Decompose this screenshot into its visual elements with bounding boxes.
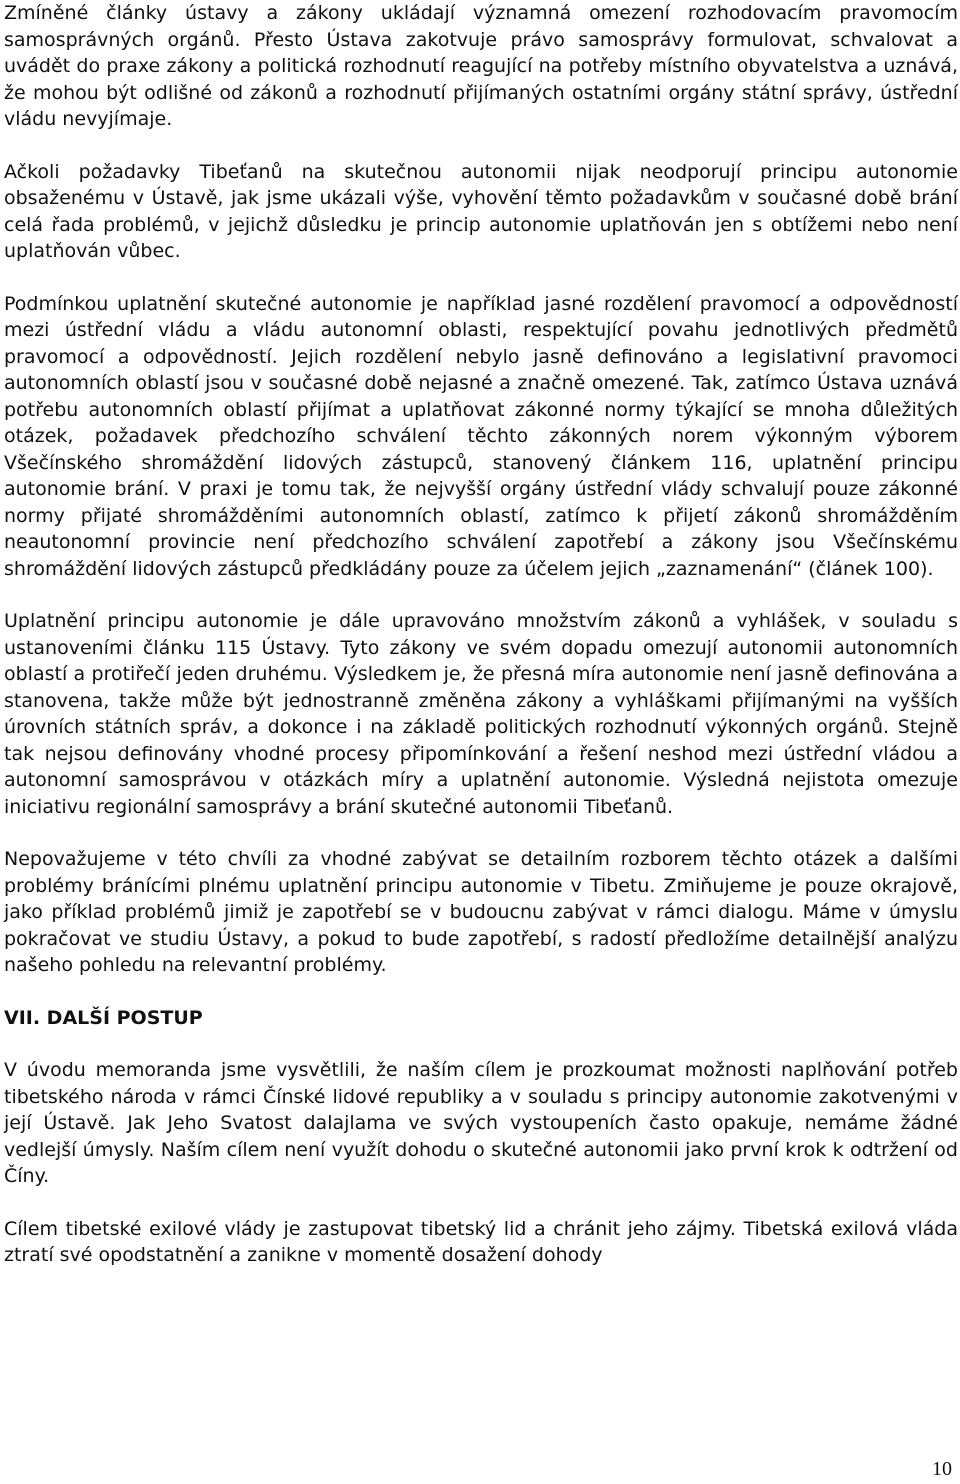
paragraph-further-analysis: Nepovažujeme v této chvíli za vhodné zabývat se detailním rozborem těchto otázek a dalšími problémy bránícími plnému uplatnění principu autonomie v Tibetu. Zmiňujeme je pouze okrajově, jako příklad problémů jimiž je zapotřebí se v budoucnu zabývat v rámci dialogu. Máme v úmyslu pokračovat ve studiu Ústavy, a pokud to bude zapotřebí, s radostí předložíme detailnější analýzu našeho pohledu na relevantní problémy. [4, 848, 958, 976]
paragraph-gap [4, 820, 958, 846]
paragraph-gap [4, 582, 958, 608]
paragraph-gap [4, 979, 958, 1005]
paragraph-gap [4, 1190, 958, 1216]
paragraph-exile-government: Cílem tibetské exilové vlády je zastupovat tibetský lid a chránit jeho zájmy. Tibetská exilová vláda ztratí své opodstatnění a zanikne v momentě dosažení dohody [4, 1217, 958, 1266]
paragraph-division-of-powers: Podmínkou uplatnění skutečné autonomie je například jasné rozdělení pravomocí a odpovědností mezi ústřední vládu a vládu autonomní oblasti, respektující povahu jednotlivých předmětů pravomocí a odpovědností. Jejich rozdělení nebylo jasně definováno a legislativní pravomoci autonomních oblastí jsou v současné době nejasné a značně omezené. Tak, zatímco Ústava uznává potřebu autonomních oblastí přijímat a uplatňovat zákonné normy týkající se mnoha důležitých otázek, požadavek předchozího schválení těchto zákonných norem výkonným výborem Všečínského shromáždění lidových zástupců, stanovený článkem 116, uplatnění principu autonomie brání. V praxi je tomu tak, že nejvyšší orgány ústřední vlády schvalují pouze zákonné normy přijaté shromážděními autonomních oblastí, zatímco k přijetí zákonů shromážděním neautonomní provincie není předchozího schválení zapotřebí a zákony jsou Všečínskému shromáždění lidových zástupců předkládány pouze za účelem jejich „zaznamenání“ (článek 100). [4, 292, 958, 580]
section-heading: VII. DALŠÍ POSTUP [4, 1006, 203, 1029]
page-number: 10 [932, 1458, 952, 1480]
paragraph-constitution-limits: Zmíněné články ústavy a zákony ukládají významná omezení rozhodovacím pravomocím samosprávných orgánů. Přesto Ústava zakotvuje právo samosprávy formulovat, schvalovat a uvádět do praxe zákony a politická rozhodnutí reagující na potřeby místního obyvatelstva a uznává, že mohou být odlišné od zákonů a rozhodnutí přijímaných ostatními orgány státní správy, ústřední vládu nevyjímaje. [4, 2, 958, 130]
document-page [4, 0, 958, 1269]
paragraph-gap [4, 1031, 958, 1057]
paragraph-gap [4, 133, 958, 159]
paragraph-gap [4, 265, 958, 291]
paragraph-next-steps: V úvodu memoranda jsme vysvětlili, že naším cílem je prozkoumat možnosti naplňování potřeb tibetského národa v rámci Čínské lidové republiky a v souladu s principy autonomie zakotvenými v její Ústavě. Jak Jeho Svatost dalajlama ve svých vystoupeních často opakuje, nemáme žádné vedlejší úmysly. Naším cílem není využít dohodu o skutečné autonomii jako první krok k odtržení od Číny. [4, 1059, 958, 1187]
paragraph-laws-and-decrees: Uplatnění principu autonomie je dále upravováno množstvím zákonů a vyhlášek, v souladu s ustanoveními článku 115 Ústavy. Tyto zákony ve svém dopadu omezují autonomii autonomních oblastí a protiřečí jeden druhému. Výsledkem je, že přesná míra autonomie není jasně definována a stanovena, takže může být jednostranně změněna zákony a vyhláškami přijímanými na vyšších úrovních státních správ, a dokonce i na základě politických rozhodnutí výkonných orgánů. Stejně tak nejsou definovány vhodné procesy připomínkování a řešení neshod mezi ústřední vládou a autonomní samosprávou v otázkách míry a uplatnění autonomie. Výsledná nejistota omezuje iniciativu regionální samosprávy a brání skutečné autonomii Tibeťanů. [4, 610, 958, 818]
paragraph-tibetan-demands: Ačkoli požadavky Tibeťanů na skutečnou autonomii nijak neodporují principu autonomie obsaženému v Ústavě, jak jsme ukázali výše, vyhovění těmto požadavkům v současné době brání celá řada problémů, v jejichž důsledku je princip autonomie uplatňován jen s obtížemi nebo není uplatňován vůbec. [4, 160, 958, 262]
